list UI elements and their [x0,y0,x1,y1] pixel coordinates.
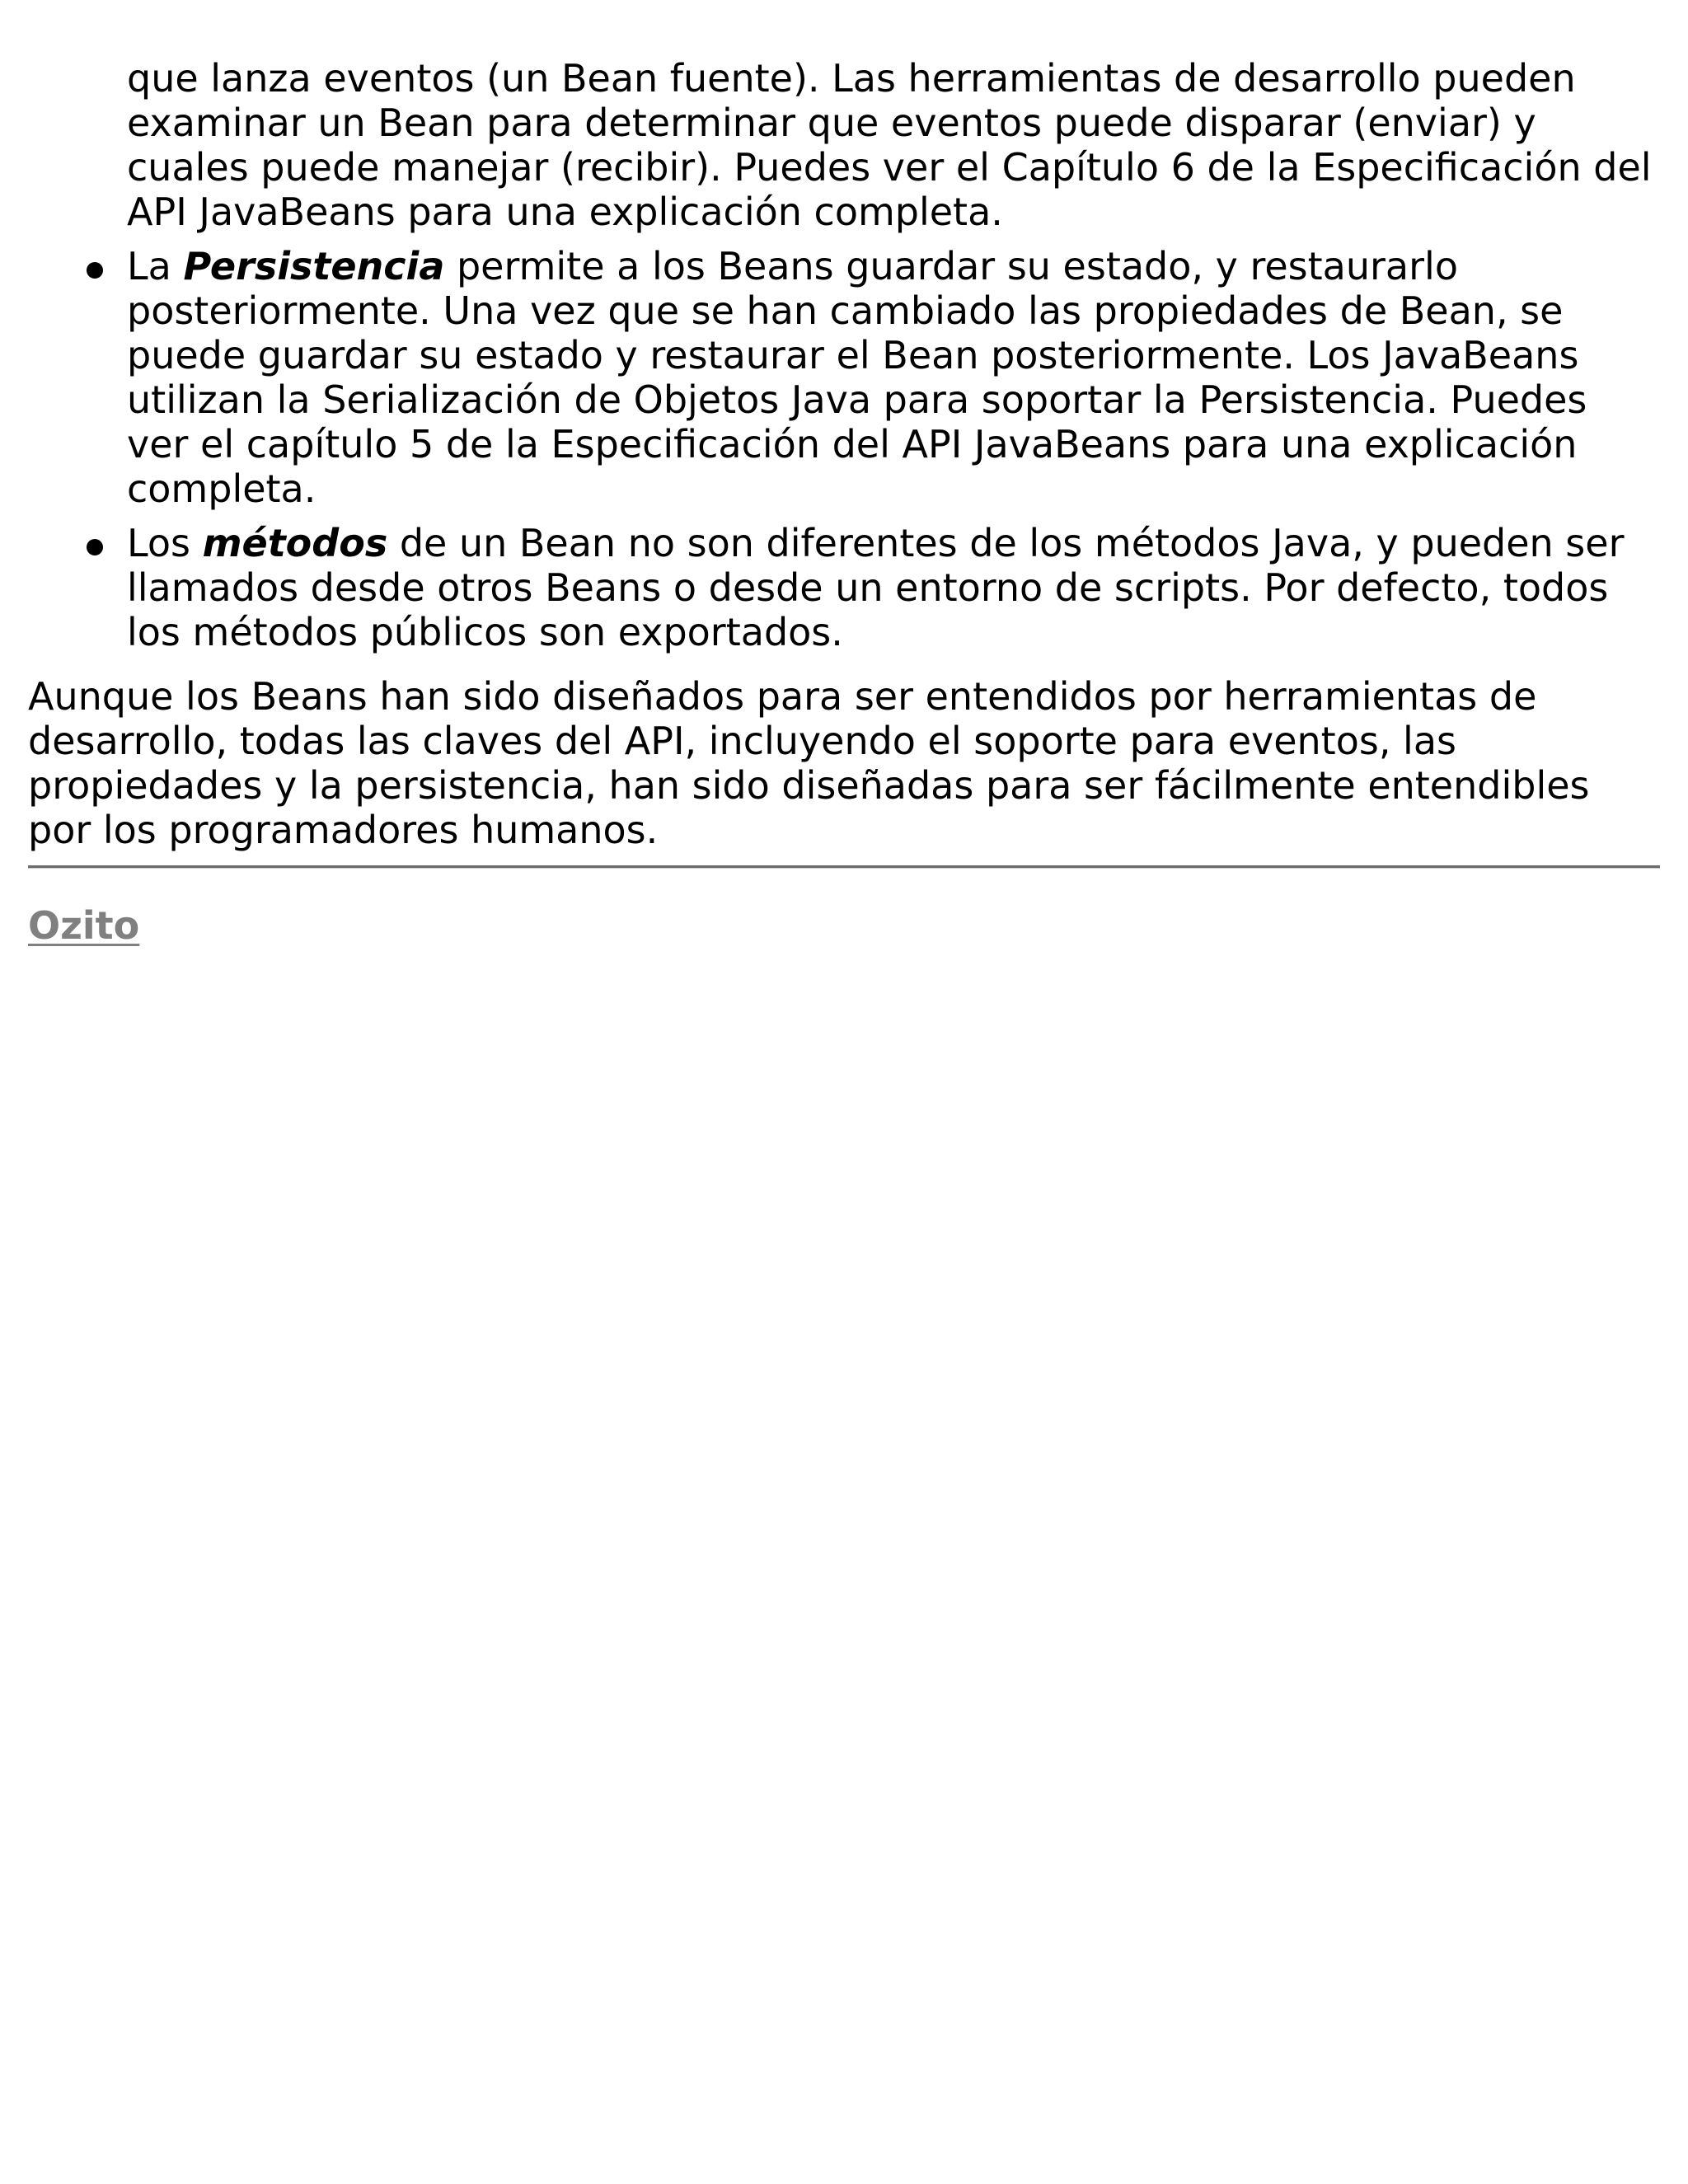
list-item-events-continuation [28,56,1660,234]
list-item-text: permite a los Beans guardar su estado, y restaurarlo posteriormente. Una vez que se han cambiado las propiedades de Bean, se puede guardar su estado y restaurar el Bean posteriormente. Los JavaBeans utilizan la Serialización de Objetos Java para soportar la Persistencia. Puedes ver el capítulo 5 de la Especificación del API JavaBeans para una explicación completa. [127,244,1587,511]
document-body [28,56,1660,948]
term-persistence: Persistencia [183,244,445,288]
list-item-persistence [28,244,1660,511]
list-item-prefix: La [127,244,184,288]
bullet-icon [82,521,107,565]
feature-list [28,56,1660,654]
term-methods: métodos [202,521,388,565]
list-item-prefix: Los [127,521,203,565]
summary-paragraph: Aunque los Beans han sido diseñados para ser entendidos por herramientas de desarrollo, todas las claves del API, incluyendo el soporte para eventos, las propiedades y la persistencia, han sido diseñadas para ser fácilmente entendibles por los programadores humanos. [28,674,1590,852]
bullet-icon [82,244,107,288]
ozito-link[interactable]: Ozito [28,903,140,948]
horizontal-divider [28,865,1660,869]
list-item-text: de un Bean no son diferentes de los métodos Java, y pueden ser llamados desde otros Beans o desde un entorno de scripts. Por defecto, todos los métodos públicos son exportados. [127,521,1625,654]
list-item-methods [28,521,1660,654]
list-item-text: que lanza eventos (un Bean fuente). Las herramientas de desarrollo pueden examinar un Bean para determinar que eventos puede disparar (enviar) y cuales puede manejar (recibir). Puedes ver el Capítulo 6 de la Especificación del API JavaBeans para una explicación completa. [127,56,1652,234]
